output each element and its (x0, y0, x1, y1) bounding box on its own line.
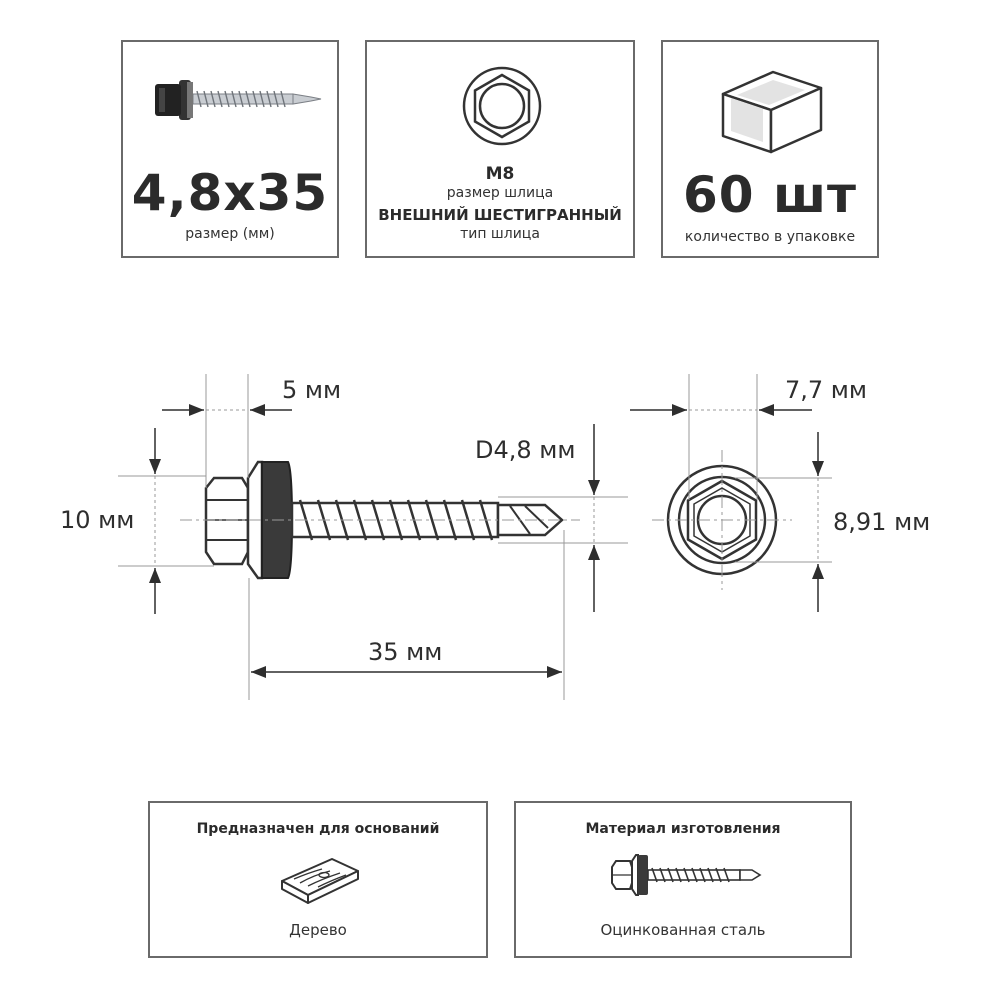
head-width-label: 5 мм (282, 376, 342, 404)
material-value: Оцинкованная сталь (600, 921, 766, 939)
slot-size-label: размер шлица (446, 185, 554, 201)
material-card (514, 801, 852, 958)
length-label: 35 мм (368, 638, 443, 666)
head-height-label: 10 мм (60, 506, 135, 534)
size-value: 4,8x35 (131, 164, 329, 222)
washer-width-label: 7,7 мм (785, 376, 868, 404)
base-card (148, 801, 488, 958)
slot-type-value: ВНЕШНИЙ ШЕСТИГРАННЫЙ (378, 206, 622, 224)
wood-plank-icon (278, 853, 362, 905)
base-value: Дерево (289, 921, 347, 939)
slot-type-label: тип шлица (460, 226, 540, 242)
screw-icon (606, 853, 766, 897)
size-label: размер (мм) (185, 226, 275, 242)
package-label: количество в упаковке (684, 229, 856, 245)
hex-width-label: 8,91 мм (833, 508, 931, 536)
package-value: 60 шт (682, 166, 858, 224)
base-title: Предназначен для оснований (196, 821, 440, 837)
slot-size-value: M8 (485, 164, 515, 184)
material-title: Материал изготовления (585, 821, 781, 837)
diameter-label: D4,8 мм (475, 436, 576, 464)
